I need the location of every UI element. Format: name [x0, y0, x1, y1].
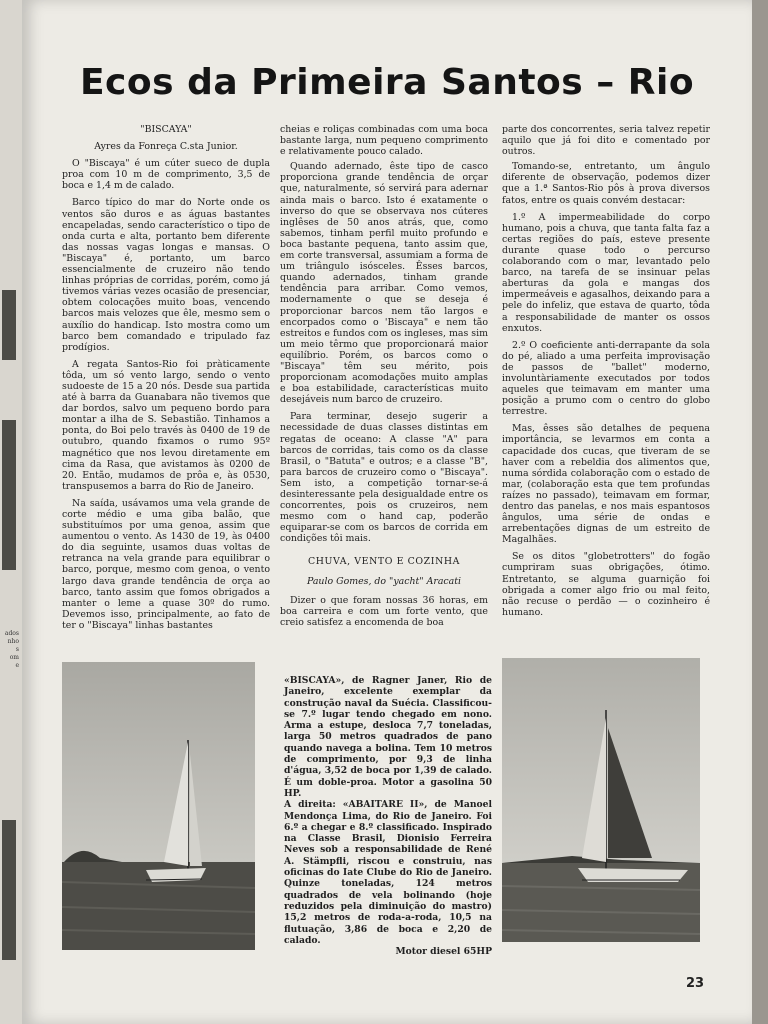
paragraph: Barco típico do mar do Norte onde os ventos são duros e as águas bastantes encapeladas, sendo característico o tipo de onda curta e alta, portanto bem diferente das nossas vagas longas e mansas. O "Biscaya" é, portanto, um barco essencialmente de cruzeiro não tendo linhas próprias de corridas, porém, como já tivemos várias vezes ocasião de presenciar, obtem colocações muito boas, vencendo barcos mais velozes que êle, mesmo sem o auxílio do handicap. Isto mostra como um barco bem comandado e tripulado faz prodígios. — [62, 197, 270, 353]
paragraph: Na saída, usávamos uma vela grande de corte médio e uma giba balão, que substituímos por uma genoa, assim que aumentou o vento. As 1430 de 19, às 0400 do dia seguinte, usamos duas voltas de retranca na vela grande para equilibrar o barco, porque, mesmo com genoa, o vento largo dava grande tendência de orça ao barco, tanto assim que fomos obrigados a manter o leme a quase 30º do rumo. Devemos isso, principalmente, ao fato de ter o "Biscaya" linhas bastantes — [62, 497, 270, 631]
paragraph: cheias e roliças combinadas com uma boca bastante larga, num pequeno comprimento e relativamente pouco calado. — [280, 124, 488, 158]
author-byline: Paulo Gomes, do "yacht" Aracati — [306, 575, 462, 587]
column-1 — [62, 124, 270, 637]
photo-biscaya-sailboat — [62, 662, 255, 950]
column-2 — [280, 124, 488, 634]
paragraph: parte dos concorrentes, seria talvez repetir aquilo que já foi dito e comentado por outros. — [502, 124, 710, 158]
caption-motor: Motor diesel 65HP — [395, 946, 492, 958]
paragraph: 2.º O coeficiente anti-derrapante da sola do pé, aliado a uma perfeita improvisação de passos de "ballet" moderno, involuntàriamente executados por todos aqueles que teimavam em manter uma posição a prumo com o centro do globo terrestre. — [502, 339, 710, 418]
photo-abaitare-sailboat — [502, 658, 700, 942]
magazine-page — [22, 0, 752, 1024]
paragraph: 1.º A impermeabilidade do corpo humano, pois a chuva, que tanta falta faz a certas regiões do país, esteve presente durante quase todo o percurso colaborando com o mar, levantado pelo barco, na tarefa de se insinuar pelas aberturas da gola e mangas dos impermeáveis e agasalhos, deixando para a pele do infeliz, que estava de quarto, tôda a responsabilidade de manter os ossos enxutos. — [502, 211, 710, 334]
adjacent-page-text: ados nho s om e — [4, 630, 19, 669]
caption-paragraph: A direita: «ABAITARE II», de Manoel Mendonça Lima, do Rio de Janeiro. Foi 6.º a chegar e 8.º classificado. Inspirado na Classe Brasil, Dionisio Ferreira Neves sob a responsabilidade de René A. Stämpfli, riscou e construiu, nas oficinas do Iate Clube do Rio de Janeiro. Quinze toneladas, 124 metros quadrados de vela bolinando (hoje reduzidos pela diminuição do mastro) 15,2 metros de roda-a-roda, 10,5 na flutuação, 3,86 de boca e 2,20 de calado. — [284, 799, 492, 946]
section-heading: "BISCAYA" — [140, 124, 192, 135]
photo-caption — [284, 675, 492, 957]
paragraph: Mas, êsses são detalhes de pequena importância, se levarmos em conta a capacidade dos cucas, que tiveram de se haver com a rebeldia dos alimentos que, numa sórdida colaboração com o estado de mar, (colaboração esta que tem profundas raízes no passado), teimavam em formar, dentro das panelas, e nos mais espantosos ângulos, uma série de ondas e arrebentações dignas de um estreito de Magalhães. — [502, 423, 710, 546]
column-3 — [502, 124, 710, 624]
section-heading: CHUVA, VENTO E COZINHA — [307, 556, 461, 568]
article-title: Ecos da Primeira Santos – Rio — [79, 62, 695, 103]
author-byline: Ayres da Fonreça C.sta Junior. — [94, 141, 238, 153]
adjacent-photo — [2, 290, 16, 360]
paragraph: A regata Santos-Rio foi pràticamente tôda, um só vento largo, sendo o vento sudoeste de 15 a 20 nós. Desde sua partida até à barra da Guanabara não tivemos que dar bordos, salvo um pequeno bordo para montar a ilha de S. Sebastião. Tinhamos a ponta, do Boi pelo través às 0400 de 19 de outubro, quando fixamos o rumo 95º magnético que nos levou diretamente em cima da Rasa, que avistamos às 0200 de 20. Então, mudamos de prôa e, às 0530, transpusemos a barra do Rio de Janeiro. — [62, 358, 270, 492]
sailboat-photo — [502, 658, 700, 942]
sailboat-photo — [62, 662, 255, 950]
adjacent-photo — [2, 420, 16, 570]
adjacent-page-strip — [0, 0, 22, 1024]
paragraph: Quando adernado, êste tipo de casco proporciona grande tendência de orçar que, naturalmente, só servirá para adernar ainda mais o barco. Isto é exatamente o inverso do que se observava nos cúteres inglêses de 50 anos atrás, que, como sabemos, tinham perfil muito profundo e boca bastante pequena, tanto assim que, em corte transversal, assumiam a forma de um triângulo isósceles. Êsses barcos, quando adernados, tinham grande tendência para arribar. Como vemos, modernamente o que se deseja é proporcionar barcos nem tão largos e encorpados como o 'Biscaya" e nem tão estreitos e fundos com os ingleses, mas sim um meio têrmo que proporcionará maior equilíbrio. Porém, os barcos como o "Biscaya" têm seu mérito, pois proporcionam acomodações muito amplas e boa estabilidade, características muito desejáveis num barco de cruzeiro. — [280, 161, 488, 406]
page-number: 23 — [686, 976, 705, 991]
paragraph: Dizer o que foram nossas 36 horas, em boa carreira e com um forte vento, que creio satisfez a encomenda de boa — [280, 594, 488, 628]
paragraph: Se os ditos "globetrotters" do fogão cumpriram suas obrigações, ótimo. Entretanto, se alguma guarnição foi obrigada a comer algo frio ou mal feito, não recuse o perdão — o cozinheiro é humano. — [502, 551, 710, 618]
caption-paragraph: «BISCAYA», de Ragner Janer, Rio de Janeiro, excelente exemplar da construção naval da Suécia. Classificou-se 7.º lugar tendo chegado em nono. Arma a estupe, desloca 7,7 toneladas, larga 50 metros quadrados de pano quando navega a bolina. Tem 10 metros de comprimento, por 9,3 de linha d'água, 3,52 de boca por 1,39 de calado. É um doble-proa. Motor a gasolina 50 HP. — [284, 675, 492, 799]
paragraph: Tomando-se, entretanto, um ângulo diferente de observação, podemos dizer que a 1.ª Santos-Rio pôs à prova diversos fatos, entre os quais convém destacar: — [502, 161, 710, 206]
paragraph: O "Biscaya" é um cúter sueco de dupla proa com 10 m de comprimento, 3,5 de boca e 1,4 m de calado. — [62, 158, 270, 192]
adjacent-photo — [2, 820, 16, 960]
paragraph: Para terminar, desejo sugerir a necessidade de duas classes distintas em regatas de oceano: A classe "A" para barcos de corridas, tais como os da classe Brasil, o "Batuta" e outros; e a classe "B", para barcos de cruzeiro como o "Biscaya". Sem isto, a competição tornar-se-á desinteressante pela desigualdade entre os concorrentes, pois os cruzeiros, nem mesmo com o hand cap, poderão equiparar-se com os barcos de corrida em condições tôi mais. — [280, 411, 488, 545]
